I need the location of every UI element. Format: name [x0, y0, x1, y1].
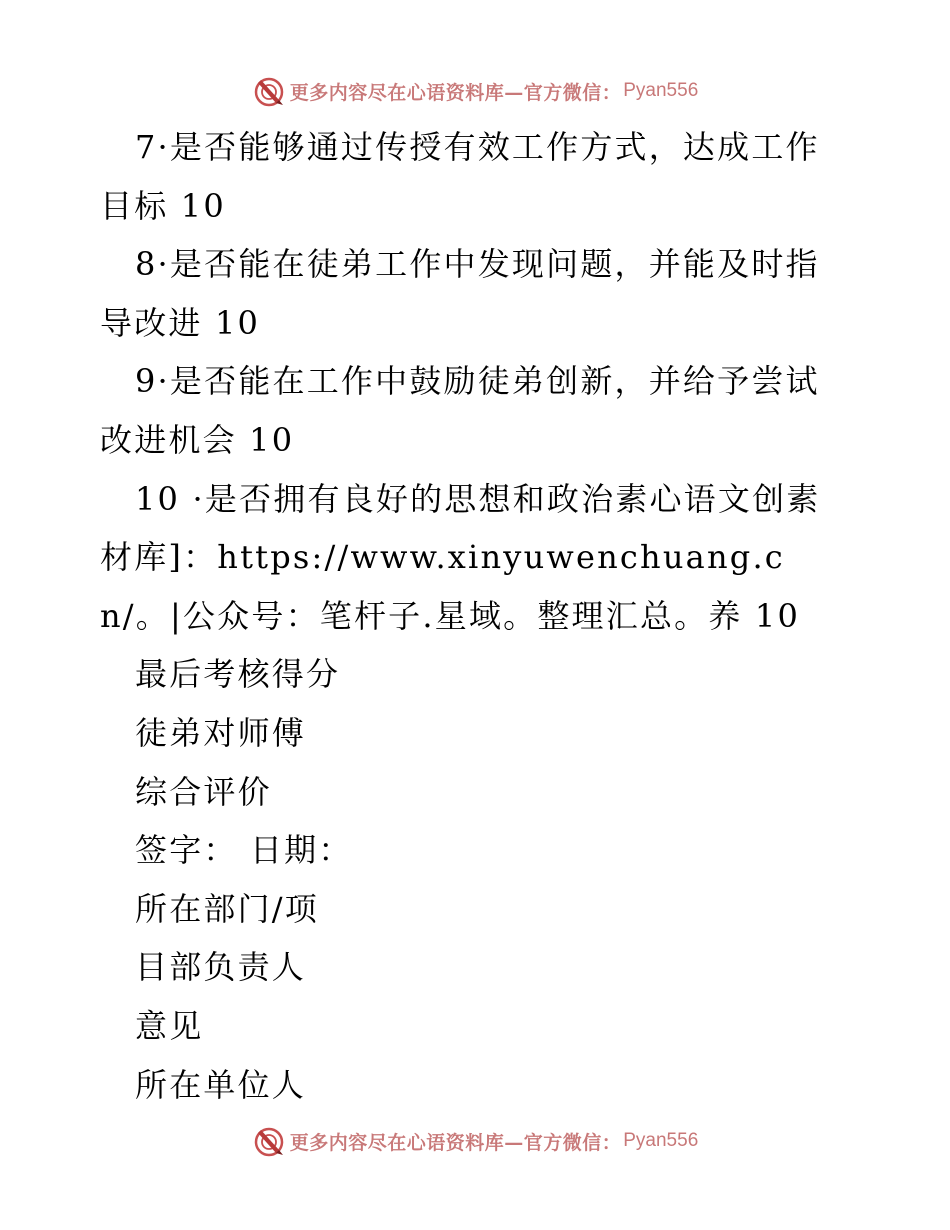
banner-wechat-id: Pyan556 [623, 1130, 699, 1151]
signature-date-label: 签字： 日期： [135, 831, 353, 870]
header-watermark-banner [0, 71, 950, 111]
document-body [100, 118, 848, 1114]
department-label: 所在部门/项 [135, 889, 319, 928]
paragraph-item-10: 10 ·是否拥有良好的思想和政治素心语文创素材库]：https://www.xinyuwenchuang.cn/。|公众号：笔杆子.星域。整理汇总。养 10 [100, 479, 821, 635]
project-manager-label: 目部负责人 [135, 948, 307, 987]
pen-circle-logo-icon [252, 74, 286, 108]
overall-evaluation-label: 综合评价 [135, 772, 272, 811]
banner-text: 更多内容尽在心语资料库—官方微信： [289, 1131, 622, 1154]
paragraph-item-7: 7·是否能够通过传授有效工作方式，达成工作目标 10 [100, 128, 820, 225]
footer-watermark-banner [0, 1121, 950, 1161]
unit-person-label: 所在单位人 [135, 1065, 307, 1104]
paragraph-item-9: 9·是否能在工作中鼓励徒弟创新，并给予尝试改进机会 10 [100, 362, 820, 459]
opinion-label: 意见 [135, 1006, 204, 1045]
banner-wechat-id: Pyan556 [623, 80, 699, 101]
final-score-label: 最后考核得分 [135, 655, 341, 694]
pen-circle-logo-icon [252, 1124, 286, 1158]
apprentice-to-master-label: 徒弟对师傅 [135, 713, 307, 752]
banner-text: 更多内容尽在心语资料库—官方微信： [289, 81, 622, 104]
paragraph-item-8: 8·是否能在徒弟工作中发现问题，并能及时指导改进 10 [100, 245, 820, 342]
